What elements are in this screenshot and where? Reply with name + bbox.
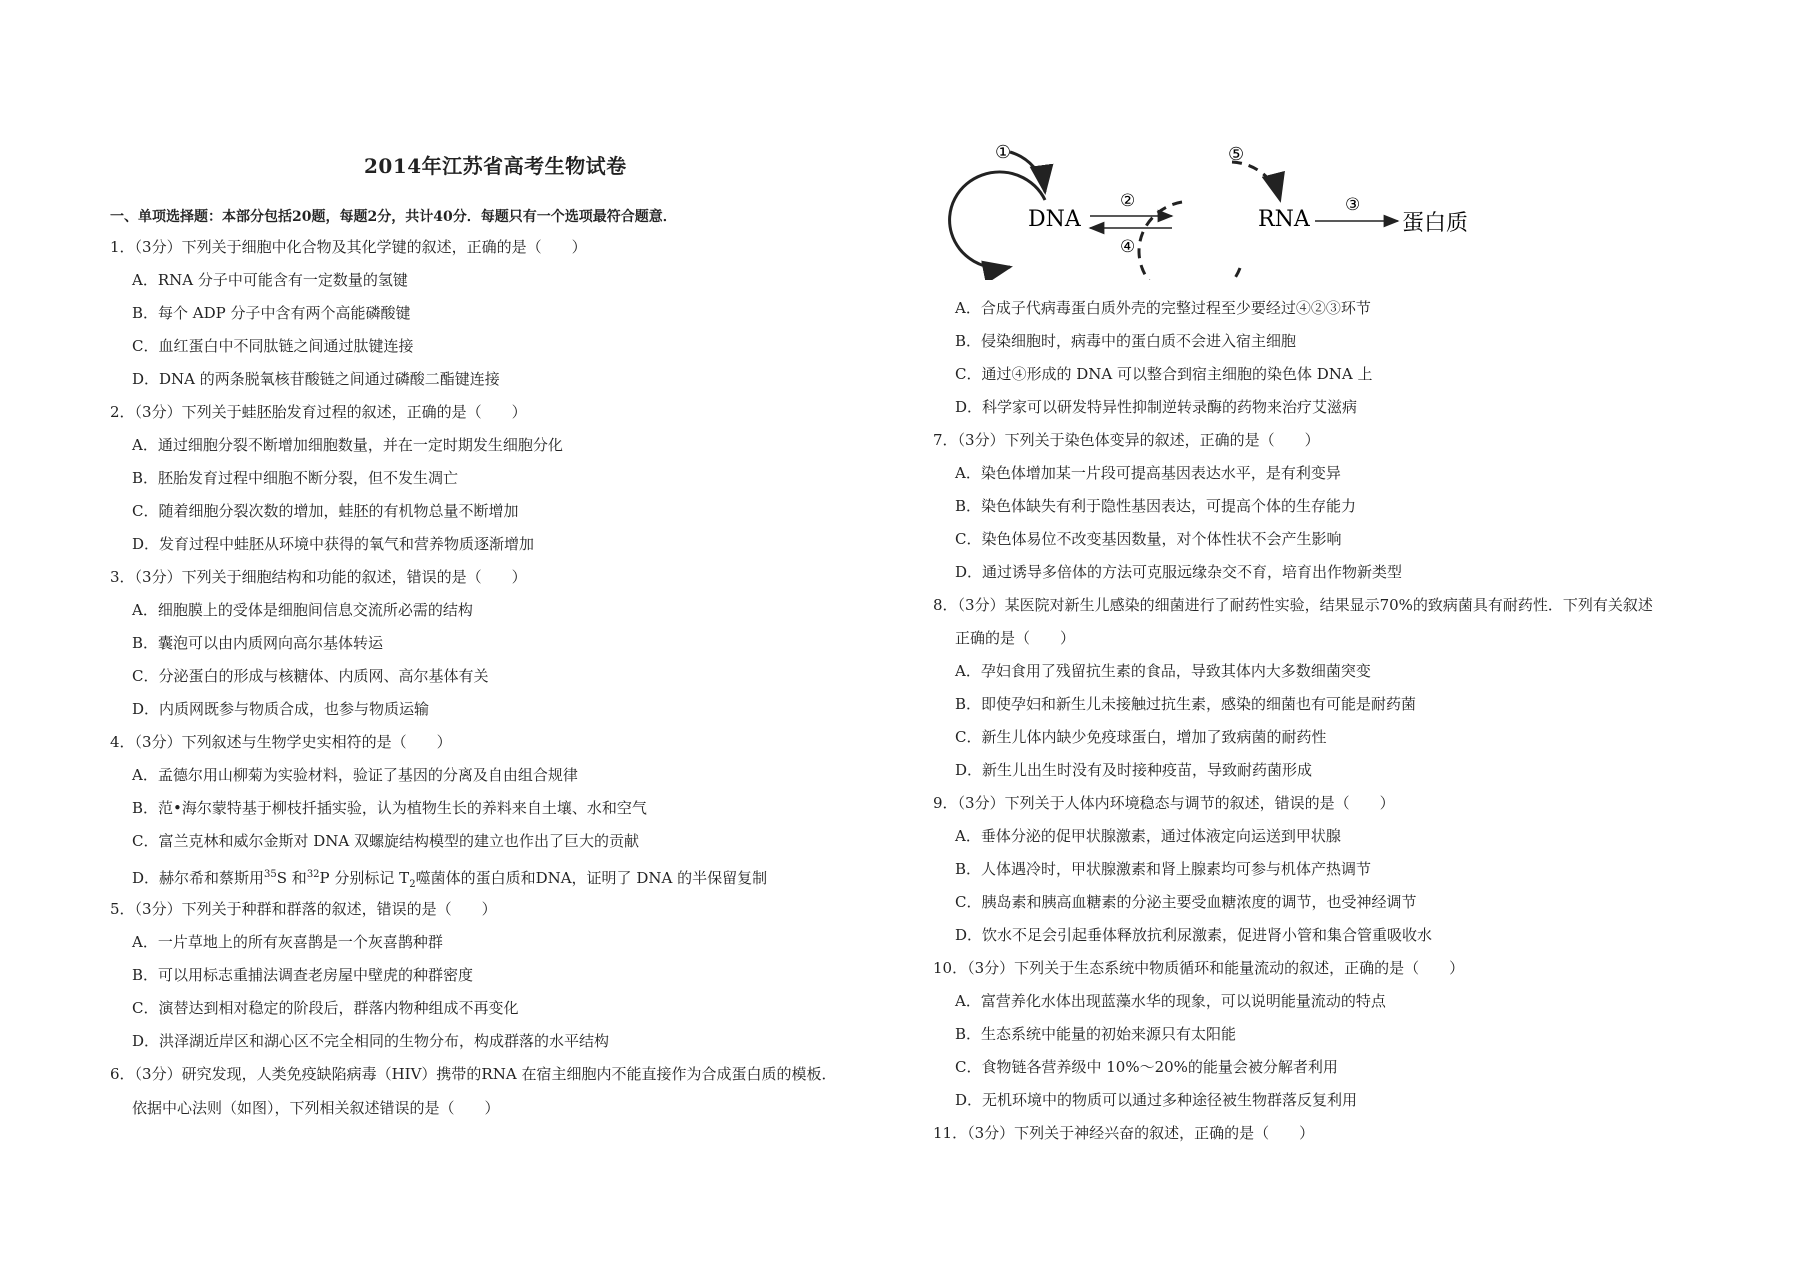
q7-option-d: D．通过诱导多倍体的方法可克服远缘杂交不育，培育出作物新类型 bbox=[955, 563, 1403, 581]
q4-option-b: B．范•海尔蒙特基于柳枝扦插实验，认为植物生长的养料来自土壤、水和空气 bbox=[132, 799, 647, 817]
q5-option-d: D．洪泽湖近岸区和湖心区不完全相同的生物分布，构成群落的水平结构 bbox=[132, 1032, 610, 1050]
question-8-stem-cont: 正确的是（ ） bbox=[955, 629, 1076, 647]
q4-option-a: A．孟德尔用山柳菊为实验材料，验证了基因的分离及自由组合规律 bbox=[132, 766, 578, 784]
rna-label: RNA bbox=[1258, 207, 1310, 232]
question-3-stem: 3．（3分）下列关于细胞结构和功能的叙述，错误的是（ ） bbox=[110, 568, 527, 586]
label-3: ③ bbox=[1345, 195, 1361, 215]
question-7-stem: 7．（3分）下列关于染色体变异的叙述，正确的是（ ） bbox=[933, 431, 1320, 449]
question-4-stem: 4．（3分）下列叙述与生物学史实相符的是（ ） bbox=[110, 733, 452, 751]
q4d-text-3: P 分别标记 T bbox=[319, 869, 410, 887]
q7-option-b: B．染色体缺失有利于隐性基因表达，可提高个体的生存能力 bbox=[955, 497, 1357, 515]
q9-option-b: B．人体遇冷时，甲状腺激素和肾上腺素均可参与机体产热调节 bbox=[955, 860, 1372, 878]
label-4: ④ bbox=[1120, 237, 1136, 257]
replication-arrow-top bbox=[1010, 152, 1045, 192]
q7-option-a: A．染色体增加某一片段可提高基因表达水平，是有利变异 bbox=[955, 464, 1341, 482]
q3-option-d: D．内质网既参与物质合成，也参与物质运输 bbox=[132, 700, 430, 718]
q9-option-a: A．垂体分泌的促甲状腺激素，通过体液定向运送到甲状腺 bbox=[955, 827, 1341, 845]
q8-option-a: A．孕妇食用了残留抗生素的食品，导致其体内大多数细菌突变 bbox=[955, 662, 1371, 680]
q2-option-c: C．随着细胞分裂次数的增加，蛙胚的有机物总量不断增加 bbox=[132, 502, 519, 520]
q2-option-b: B．胚胎发育过程中细胞不断分裂，但不发生凋亡 bbox=[132, 469, 459, 487]
page-title: 2014年江苏省高考生物试卷 bbox=[364, 154, 627, 178]
q1-option-d: D．DNA 的两条脱氧核苷酸链之间通过磷酸二酯键连接 bbox=[132, 370, 500, 388]
question-5-stem: 5．（3分）下列关于种群和群落的叙述，错误的是（ ） bbox=[110, 900, 497, 918]
q4-option-d bbox=[132, 865, 767, 895]
question-6-stem-cont: 依据中心法则（如图），下列相关叙述错误的是（ ） bbox=[132, 1099, 500, 1117]
dna-label: DNA bbox=[1028, 207, 1081, 232]
question-1-stem: 1．（3分）下列关于细胞中化合物及其化学键的叙述，正确的是（ ） bbox=[110, 238, 587, 256]
rna-replication-arrow bbox=[1232, 162, 1280, 200]
q6-option-d: D．科学家可以研发特异性抑制逆转录酶的药物来治疗艾滋病 bbox=[955, 398, 1358, 416]
q6-option-c: C．通过④形成的 DNA 可以整合到宿主细胞的染色体 DNA 上 bbox=[955, 365, 1373, 383]
q7-option-c: C．染色体易位不改变基因数量，对个体性状不会产生影响 bbox=[955, 530, 1342, 548]
question-8-stem: 8．（3分）某医院对新生儿感染的细菌进行了耐药性实验，结果显示70%的致病菌具有耐药性．下列有关叙述 bbox=[933, 596, 1653, 614]
protein-label: 蛋白质 bbox=[1402, 211, 1469, 236]
q10-option-d: D．无机环境中的物质可以通过多种途径被生物群落反复利用 bbox=[955, 1091, 1358, 1109]
q8-option-d: D．新生儿出生时没有及时接种疫苗，导致耐药菌形成 bbox=[955, 761, 1313, 779]
q4d-sup-35: 35 bbox=[264, 869, 277, 880]
q3-option-b: B．囊泡可以由内质网向高尔基体转运 bbox=[132, 634, 384, 652]
q1-option-a: A．RNA 分子中可能含有一定数量的氢键 bbox=[132, 271, 408, 289]
label-2: ② bbox=[1120, 191, 1136, 211]
q8-option-c: C．新生儿体内缺少免疫球蛋白，增加了致病菌的耐药性 bbox=[955, 728, 1327, 746]
q6-option-a: A．合成子代病毒蛋白质外壳的完整过程至少要经过④②③环节 bbox=[955, 299, 1371, 317]
q10-option-a: A．富营养化水体出现蓝藻水华的现象，可以说明能量流动的特点 bbox=[955, 992, 1386, 1010]
q4d-sub-2: 2 bbox=[409, 879, 416, 890]
q2-option-d: D．发育过程中蛙胚从环境中获得的氧气和营养物质逐渐增加 bbox=[132, 535, 535, 553]
q4d-sup-32: 32 bbox=[306, 869, 320, 880]
q8-option-b: B．即使孕妇和新生儿未接触过抗生素，感染的细菌也有可能是耐药菌 bbox=[955, 695, 1417, 713]
q5-option-a: A．一片草地上的所有灰喜鹊是一个灰喜鹊种群 bbox=[132, 933, 443, 951]
q4d-text-4: 噬菌体的蛋白质和DNA，证明了 DNA 的半保留复制 bbox=[415, 869, 768, 887]
q2-option-a: A．通过细胞分裂不断增加细胞数量，并在一定时期发生细胞分化 bbox=[132, 436, 563, 454]
q3-option-a: A．细胞膜上的受体是细胞间信息交流所必需的结构 bbox=[132, 601, 473, 619]
q5-option-b: B．可以用标志重捕法调查老房屋中壁虎的种群密度 bbox=[132, 966, 474, 984]
question-6-stem: 6．（3分）研究发现，人类免疫缺陷病毒（HIV）携带的RNA 在宿主细胞内不能直接作为合成蛋白质的模板． bbox=[110, 1065, 837, 1083]
question-9-stem: 9．（3分）下列关于人体内环境稳态与调节的叙述，错误的是（ ） bbox=[933, 794, 1395, 812]
question-11-stem: 11．（3分）下列关于神经兴奋的叙述，正确的是（ ） bbox=[933, 1124, 1315, 1142]
rna-replication-arc bbox=[1139, 202, 1240, 280]
q4d-text-2: S 和 bbox=[276, 869, 307, 887]
q10-option-b: B．生态系统中能量的初始来源只有太阳能 bbox=[955, 1025, 1237, 1043]
q6-option-b: B．侵染细胞时，病毒中的蛋白质不会进入宿主细胞 bbox=[955, 332, 1297, 350]
q9-option-c: C．胰岛素和胰高血糖素的分泌主要受血糖浓度的调节，也受神经调节 bbox=[955, 893, 1417, 911]
central-dogma-diagram bbox=[940, 140, 1500, 280]
q4-option-c: C．富兰克林和威尔金斯对 DNA 双螺旋结构模型的建立也作出了巨大的贡献 bbox=[132, 832, 640, 850]
q1-option-b: B．每个 ADP 分子中含有两个高能磷酸键 bbox=[132, 304, 411, 322]
q5-option-c: C．演替达到相对稳定的阶段后，群落内物种组成不再变化 bbox=[132, 999, 519, 1017]
q1-option-c: C．血红蛋白中不同肽链之间通过肽键连接 bbox=[132, 337, 414, 355]
section-heading: 一、单项选择题：本部分包括20题，每题2分，共计40分．每题只有一个选项最符合题意． bbox=[110, 209, 677, 225]
q3-option-c: C．分泌蛋白的形成与核糖体、内质网、高尔基体有关 bbox=[132, 667, 489, 685]
q10-option-c: C．食物链各营养级中 10%～20%的能量会被分解者利用 bbox=[955, 1058, 1338, 1076]
label-1: ① bbox=[995, 142, 1012, 163]
q4d-text-1: D．赫尔希和蔡斯用 bbox=[132, 869, 265, 887]
q9-option-d: D．饮水不足会引起垂体释放抗利尿激素，促进肾小管和集合管重吸收水 bbox=[955, 926, 1433, 944]
question-10-stem: 10．（3分）下列关于生态系统中物质循环和能量流动的叙述，正确的是（ ） bbox=[933, 959, 1465, 977]
label-5: ⑤ bbox=[1228, 144, 1245, 165]
question-2-stem: 2．（3分）下列关于蛙胚胎发育过程的叙述，正确的是（ ） bbox=[110, 403, 527, 421]
